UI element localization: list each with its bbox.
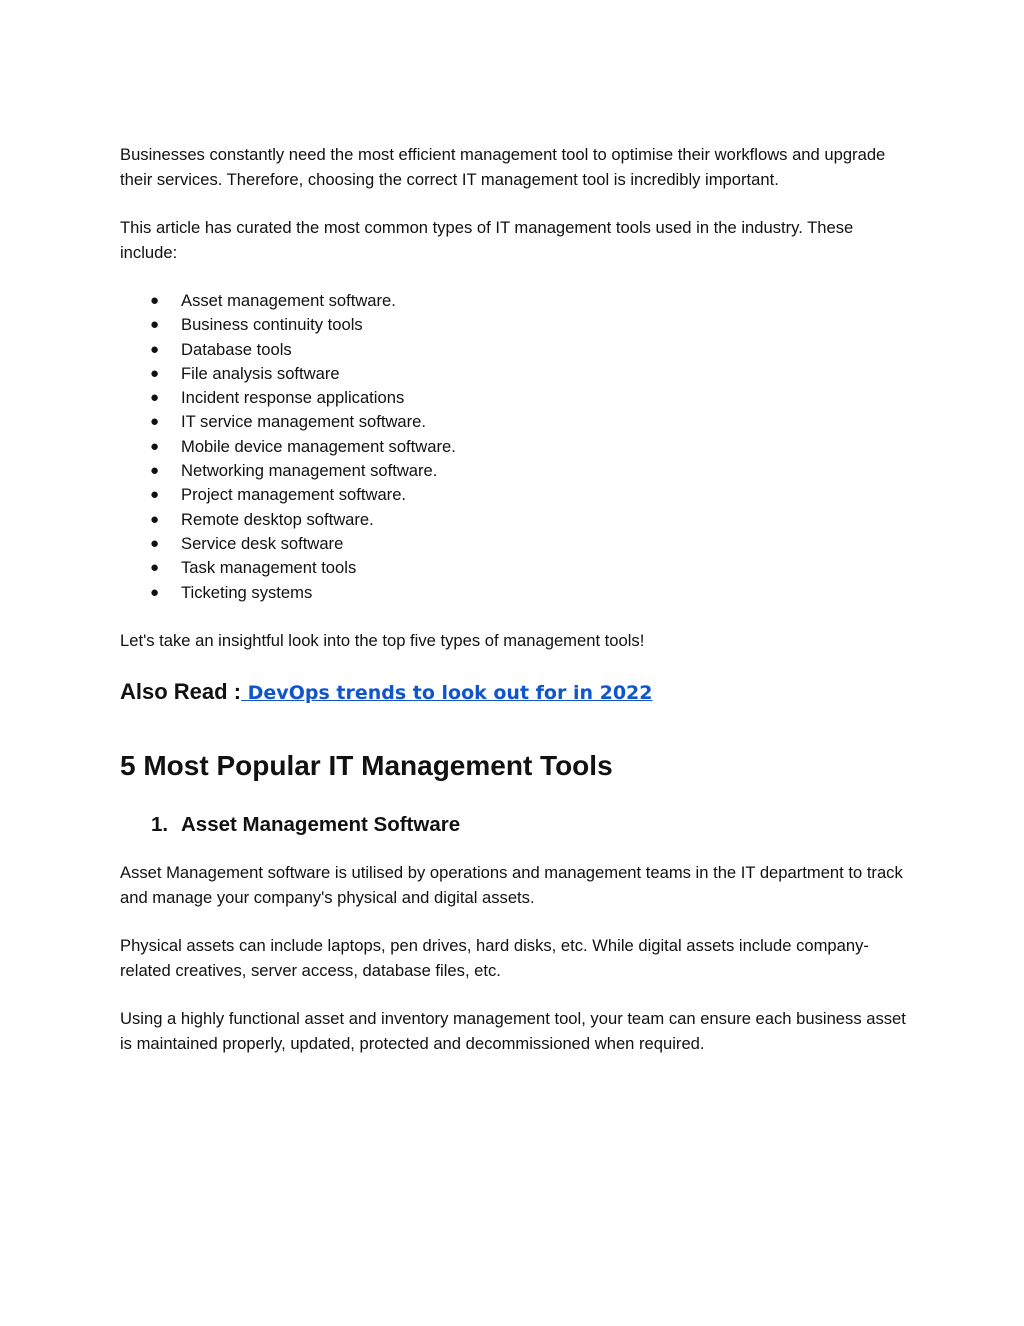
- list-item-text: Remote desktop software.: [181, 509, 374, 529]
- section-paragraph-3: Using a highly functional asset and inventory management tool, your team can ensure each business asset is maintained properly, updated, protected and decommissioned when required.: [120, 1009, 906, 1053]
- document-page: [120, 143, 910, 1080]
- subsection-number: 1.: [151, 813, 169, 837]
- list-item-text: Task management tools: [181, 558, 357, 578]
- subsection-title: Asset Management Software: [181, 813, 461, 837]
- bullet-icon: ●: [150, 316, 160, 334]
- intro-paragraph-1: Businesses constantly need the most efficient management tool to optimise their workflows and upgrade their services. Therefore, choosing the correct IT management tool is incredibly important.: [120, 145, 886, 189]
- bullet-icon: ●: [150, 583, 160, 601]
- list-item: [120, 581, 910, 605]
- section-paragraph-1: Asset Management software is utilised by operations and management teams in the IT department to track and manage your company's physical and digital assets.: [120, 863, 903, 907]
- list-item: [120, 435, 910, 459]
- intro-paragraph-2: This article has curated the most common types of IT management tools used in the industry. These include:: [120, 218, 854, 262]
- bullet-icon: ●: [150, 510, 160, 528]
- list-item-text: Asset management software.: [181, 291, 396, 310]
- bullet-icon: ●: [150, 340, 160, 358]
- list-item: [120, 459, 910, 483]
- list-item: [120, 386, 910, 410]
- bullet-icon: ●: [150, 389, 160, 407]
- list-item: [120, 556, 910, 580]
- section-heading: 5 Most Popular IT Management Tools: [120, 750, 613, 782]
- list-item: [120, 410, 910, 434]
- section-paragraph-2: Physical assets can include laptops, pen drives, hard disks, etc. While digital assets include company-related creatives, server access, database files, etc.: [120, 936, 869, 980]
- list-item: [120, 362, 910, 386]
- also-read-label: Also Read :: [120, 679, 242, 705]
- bullet-icon: ●: [150, 559, 160, 577]
- list-item: [120, 483, 910, 507]
- list-item-text: IT service management software.: [181, 412, 427, 432]
- list-item-text: Networking management software.: [181, 461, 438, 481]
- subsection-heading: [120, 811, 910, 839]
- list-item-text: Database tools: [181, 339, 292, 359]
- list-item: [120, 313, 910, 337]
- list-item-text: File analysis software: [181, 363, 340, 383]
- list-item-text: Mobile device management software.: [181, 436, 456, 456]
- list-item-text: Project management software.: [181, 485, 407, 505]
- list-item-text: Service desk software: [181, 533, 344, 553]
- tools-bullet-list: [120, 289, 910, 605]
- bullet-icon: ●: [150, 413, 160, 431]
- list-item-text: Incident response applications: [181, 388, 405, 408]
- bullet-icon: ●: [150, 437, 160, 455]
- list-item: [120, 508, 910, 532]
- bullet-icon: ●: [150, 462, 160, 480]
- lead-in-paragraph: Let's take an insightful look into the top five types of management tools!: [120, 630, 645, 650]
- list-item-text: Ticketing systems: [181, 582, 313, 602]
- bullet-icon: ●: [150, 292, 160, 309]
- list-item: [120, 532, 910, 556]
- also-read-link[interactable]: DevOps trends to look out for in 2022: [241, 682, 653, 705]
- list-item-text: Business continuity tools: [181, 315, 363, 335]
- list-item: [120, 289, 910, 313]
- bullet-icon: ●: [150, 486, 160, 504]
- bullet-icon: ●: [150, 534, 160, 552]
- bullet-icon: ●: [150, 364, 160, 382]
- also-read-line: [120, 677, 910, 708]
- list-item: [120, 338, 910, 362]
